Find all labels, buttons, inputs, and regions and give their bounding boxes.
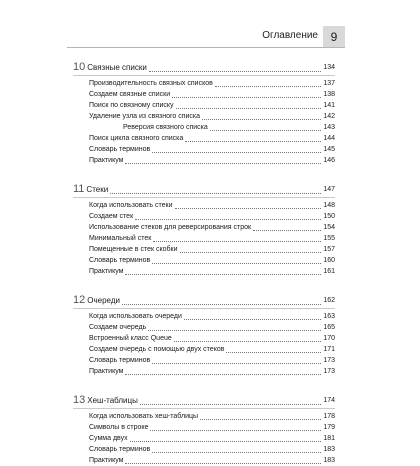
toc-entry[interactable] [73,422,335,433]
toc-entry-page: 144 [323,135,335,142]
toc-entry[interactable] [73,233,335,244]
chapter-number: 11 [73,183,85,195]
dot-leader [215,86,321,87]
dot-leader [125,274,321,275]
chapter-page-number: 174 [323,397,335,404]
chapter-number: 13 [73,394,86,406]
dot-leader [152,152,321,153]
toc-entry[interactable] [73,455,335,466]
toc-entry-page: 143 [323,124,335,131]
chapter-section [73,294,335,377]
toc-entry[interactable] [73,333,335,344]
toc-entry-label: Создаем очередь с помощью двух стеков [89,346,225,353]
chapter-divider [73,75,335,76]
toc-entry-label: Встроенный класс Queue [89,335,172,342]
toc-entry-label: Создаем связные списки [89,91,171,98]
toc-entry-page: 137 [323,80,335,87]
chapter-heading[interactable] [73,61,335,74]
toc-entry[interactable] [73,155,335,166]
toc-entry-label: Создаем очередь [89,324,147,331]
toc-entry[interactable] [73,122,335,133]
dot-leader [202,119,321,120]
chapter-section [73,183,335,277]
toc-entry[interactable] [73,89,335,100]
dot-leader [172,97,321,98]
chapter-title: Очереди [87,296,120,305]
toc-entry[interactable] [73,444,335,455]
running-header-title: Оглавление [262,30,318,41]
toc-entry-page: 170 [323,335,335,342]
toc-entry-page: 146 [323,157,335,164]
toc-entry-label: Практикум [89,457,124,464]
toc-entry-page: 173 [323,368,335,375]
toc-entry[interactable] [73,411,335,422]
toc-entry-page: 157 [323,246,335,253]
toc-entry-page: 141 [323,102,335,109]
chapter-title: Хеш-таблицы [87,396,138,405]
toc-entry[interactable] [73,266,335,277]
chapter-section [73,61,335,166]
chapter-page-number: 134 [323,64,335,71]
toc-entry[interactable] [73,200,335,211]
toc-entry-label: Поиск цикла связного списка [89,135,184,142]
toc-entry[interactable] [73,211,335,222]
chapter-title: Стеки [86,185,109,194]
dot-leader [175,208,322,209]
toc-entry-label: Удаление узла из связного списка [89,113,201,120]
dot-leader [210,130,322,131]
dot-leader [125,463,321,464]
dot-leader [152,263,321,264]
toc-entry-label: Когда использовать очереди [89,313,182,320]
toc-entry-page: 165 [323,324,335,331]
toc-entry-page: 171 [323,346,335,353]
toc-entry-page: 148 [323,202,335,209]
toc-entry-label: Практикум [89,157,124,164]
chapter-divider [73,308,335,309]
chapter-page-number: 147 [323,186,335,193]
toc-entry-page: 163 [323,313,335,320]
chapter-heading[interactable] [73,183,335,196]
toc-entry-page: 181 [323,435,335,442]
header-rule [67,47,345,48]
toc-entry-page: 173 [323,357,335,364]
toc-entry[interactable] [73,100,335,111]
toc-entry-label: Помещенные в стек скобки [89,246,178,253]
toc-entry-label: Минимальный стек [89,235,152,242]
toc-entry-page: 179 [323,424,335,431]
toc-entry[interactable] [73,355,335,366]
toc-entry-page: 155 [323,235,335,242]
toc-entry-page: 178 [323,413,335,420]
toc-entry[interactable] [73,344,335,355]
toc-entry[interactable] [73,311,335,322]
toc-entry[interactable] [73,78,335,89]
toc-entry-page: 183 [323,457,335,464]
table-of-contents [73,61,335,466]
dot-leader [150,430,321,431]
chapter-number: 12 [73,294,86,306]
chapter-divider [73,408,335,409]
dot-leader [185,141,321,142]
toc-entry-label: Использование стеков для реверсирования строк [89,224,252,231]
toc-entry[interactable] [73,255,335,266]
chapter-heading[interactable] [73,294,335,307]
toc-entry-label: Когда использовать хеш-таблицы [89,413,199,420]
chapter-divider [73,197,335,198]
page-number-tab: 9 [323,26,345,48]
toc-entry-label: Создаем стек [89,213,134,220]
toc-entry-page: 145 [323,146,335,153]
toc-entry-page: 142 [323,113,335,120]
toc-entry-label: Словарь терминов [89,357,151,364]
dot-leader [148,330,321,331]
toc-entry-label: Практикум [89,268,124,275]
toc-entry[interactable] [73,433,335,444]
dot-leader [130,441,322,442]
dot-leader [180,252,322,253]
toc-entry[interactable] [73,322,335,333]
dot-leader [176,108,322,109]
chapter-section [73,394,335,466]
toc-entry-label: Словарь терминов [89,146,151,153]
toc-entry-label: Словарь терминов [89,446,151,453]
toc-entry-label: Символы в строке [89,424,149,431]
dot-leader [200,419,321,420]
toc-entry-label: Практикум [89,368,124,375]
toc-entry-label: Сумма двух [89,435,128,442]
toc-entry-label: Поиск по связному списку [89,102,174,109]
toc-entry-page: 154 [323,224,335,231]
toc-entry-page: 150 [323,213,335,220]
chapter-number: 10 [73,61,86,73]
chapter-page-number: 162 [323,297,335,304]
toc-entry-page: 161 [323,268,335,275]
chapter-title: Связные списки [87,63,147,72]
toc-entry[interactable] [73,366,335,377]
toc-entry[interactable] [73,111,335,122]
toc-entry[interactable] [73,133,335,144]
toc-entry-label: Словарь терминов [89,257,151,264]
dot-leader [153,241,321,242]
toc-entry-page: 160 [323,257,335,264]
toc-entry-label: Производительность связных списков [89,80,213,87]
dot-leader [135,219,321,220]
toc-entry[interactable] [73,244,335,255]
toc-entry-label: Реверсия связного списка [123,124,208,131]
dot-leader [184,319,321,320]
dot-leader [226,352,321,353]
dot-leader [152,363,321,364]
dot-leader [125,163,321,164]
dot-leader [110,193,321,194]
toc-entry-page: 138 [323,91,335,98]
dot-leader [149,71,322,72]
dot-leader [174,341,322,342]
page-header [0,26,420,48]
dot-leader [152,452,321,453]
dot-leader [122,304,321,305]
dot-leader [140,404,321,405]
toc-entry-label: Когда использовать стеки [89,202,173,209]
dot-leader [253,230,321,231]
chapter-heading[interactable] [73,394,335,407]
toc-entry-page: 183 [323,446,335,453]
toc-entry[interactable] [73,222,335,233]
toc-entry[interactable] [73,144,335,155]
dot-leader [125,374,321,375]
